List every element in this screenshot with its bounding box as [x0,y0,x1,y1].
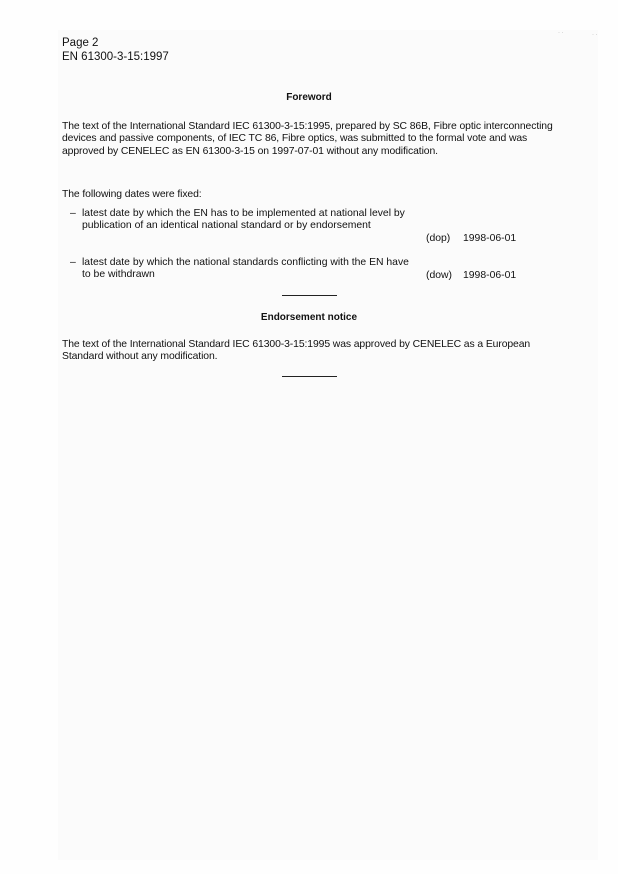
date-item-text: latest date by which the EN has to be implemented at national level by publication of an identical national standard or by endorsement [82,208,405,232]
date-item-dop [70,208,540,245]
date-item-code: (dow) [426,269,452,281]
date-item-code: (dop) [426,232,451,244]
date-item-text: latest date by which the national standards conflicting with the EN have to be withdrawn [82,257,409,281]
date-item-dow [70,257,540,282]
section-divider [282,295,337,296]
scan-speck: · · [558,30,564,36]
page-number: Page 2 [62,37,99,49]
document-id: EN 61300-3-15:1997 [62,51,169,63]
date-item-date: 1998-06-01 [463,269,517,281]
endorsement-heading: Endorsement notice [260,312,358,323]
list-dash: – [70,208,76,219]
foreword-paragraph: The text of the International Standard IEC 61300-3-15:1995, prepared by SC 86B, Fibre optic interconnecting devices and passive components, of IEC TC 86, Fibre optics, was submitted to the formal vote and was approved by CENELEC as EN 61300-3-15 on 1997-07-01 without any modification. [62,121,553,157]
date-item-date: 1998-06-01 [463,232,517,244]
page-header [62,36,169,64]
list-dash: – [70,257,76,268]
section-divider [282,376,337,377]
dates-intro: The following dates were fixed: [62,189,202,200]
endorsement-paragraph: The text of the International Standard IEC 61300-3-15:1995 was approved by CENELEC as a European Standard without any modification. [62,339,531,363]
scan-speck: · · [592,32,598,38]
foreword-heading: Foreword [286,92,332,103]
